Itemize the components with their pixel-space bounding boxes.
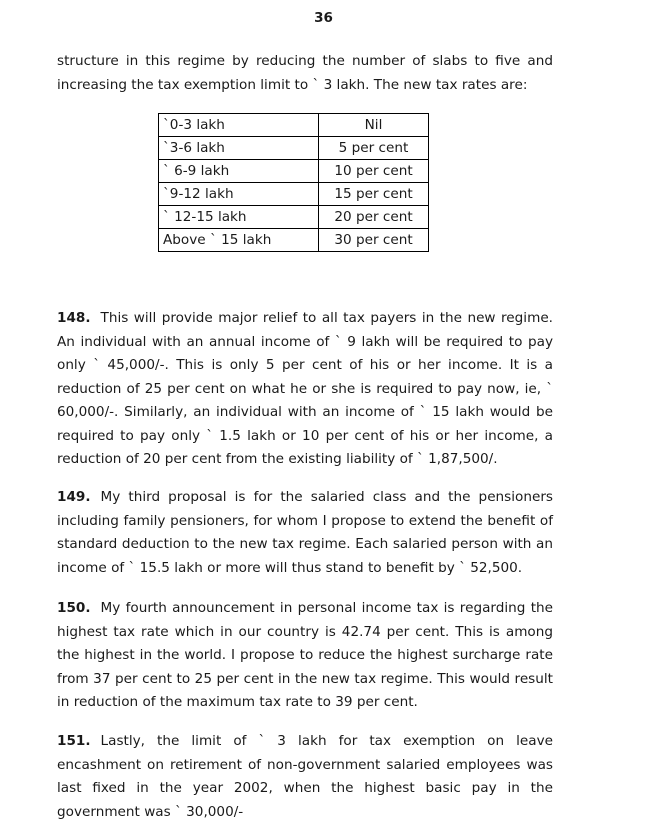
income-slab-cell: `0-3 lakh bbox=[159, 114, 319, 137]
table-row bbox=[159, 114, 429, 137]
tax-rate-cell: 15 per cent bbox=[319, 183, 429, 206]
paragraph-number: 150. bbox=[57, 600, 91, 616]
paragraph-150 bbox=[57, 597, 553, 715]
table-row bbox=[159, 137, 429, 160]
paragraph-text: Lastly, the limit of ` 3 lakh for tax exemption on leave encashment on retirement of non-government salaried employees was last fixed in the year 2002, when the highest basic pay in the government was ` 30,000/- bbox=[57, 733, 553, 820]
page-number: 36 bbox=[314, 10, 333, 26]
income-slab-cell: Above ` 15 lakh bbox=[159, 229, 319, 252]
paragraph-text: My fourth announcement in personal income tax is regarding the highest tax rate which in our country is 42.74 per cent. This is among the highest in the world. I propose to reduce the highest surcharge rate from 37 per cent to 25 per cent in the new tax regime. This would result in reduction of the maximum tax rate to 39 per cent. bbox=[57, 600, 553, 710]
table-row bbox=[159, 206, 429, 229]
paragraph-number: 151. bbox=[57, 733, 91, 749]
tax-rate-cell: 30 per cent bbox=[319, 229, 429, 252]
income-slab-cell: `3-6 lakh bbox=[159, 137, 319, 160]
paragraph-text: This will provide major relief to all tax payers in the new regime. An individual with an annual income of ` 9 lakh will be required to pay only ` 45,000/-. This is only 5 per cent of his or her income. It is a reduction of 25 per cent on what he or she is required to pay now, ie, ` 60,000/-. Similarly, an individual with an income of ` 15 lakh would be required to pay only ` 1.5 lakh or 10 per cent of his or her income, a reduction of 20 per cent from the existing liability of ` 1,87,500/. bbox=[57, 310, 553, 467]
tax-rate-cell: 20 per cent bbox=[319, 206, 429, 229]
paragraph-151 bbox=[57, 730, 553, 824]
tax-rate-cell: Nil bbox=[319, 114, 429, 137]
paragraph-149 bbox=[57, 486, 553, 580]
income-slab-cell: `9-12 lakh bbox=[159, 183, 319, 206]
income-slab-cell: ` 6-9 lakh bbox=[159, 160, 319, 183]
tax-rates-table bbox=[158, 113, 429, 252]
table-row bbox=[159, 183, 429, 206]
paragraph-number: 149. bbox=[57, 489, 91, 505]
tax-rate-cell: 10 per cent bbox=[319, 160, 429, 183]
paragraph-text: My third proposal is for the salaried class and the pensioners including family pensioners, for whom I propose to extend the benefit of standard deduction to the new tax regime. Each salaried person with an income of ` 15.5 lakh or more will thus stand to benefit by ` 52,500. bbox=[57, 489, 553, 576]
paragraph-148 bbox=[57, 307, 553, 472]
income-slab-cell: ` 12-15 lakh bbox=[159, 206, 319, 229]
paragraph-number: 148. bbox=[57, 310, 91, 326]
table-row bbox=[159, 229, 429, 252]
intro-paragraph: structure in this regime by reducing the number of slabs to five and increasing the tax exemption limit to ` 3 lakh. The new tax rates are: bbox=[57, 53, 553, 93]
tax-rate-cell: 5 per cent bbox=[319, 137, 429, 160]
table-row bbox=[159, 160, 429, 183]
